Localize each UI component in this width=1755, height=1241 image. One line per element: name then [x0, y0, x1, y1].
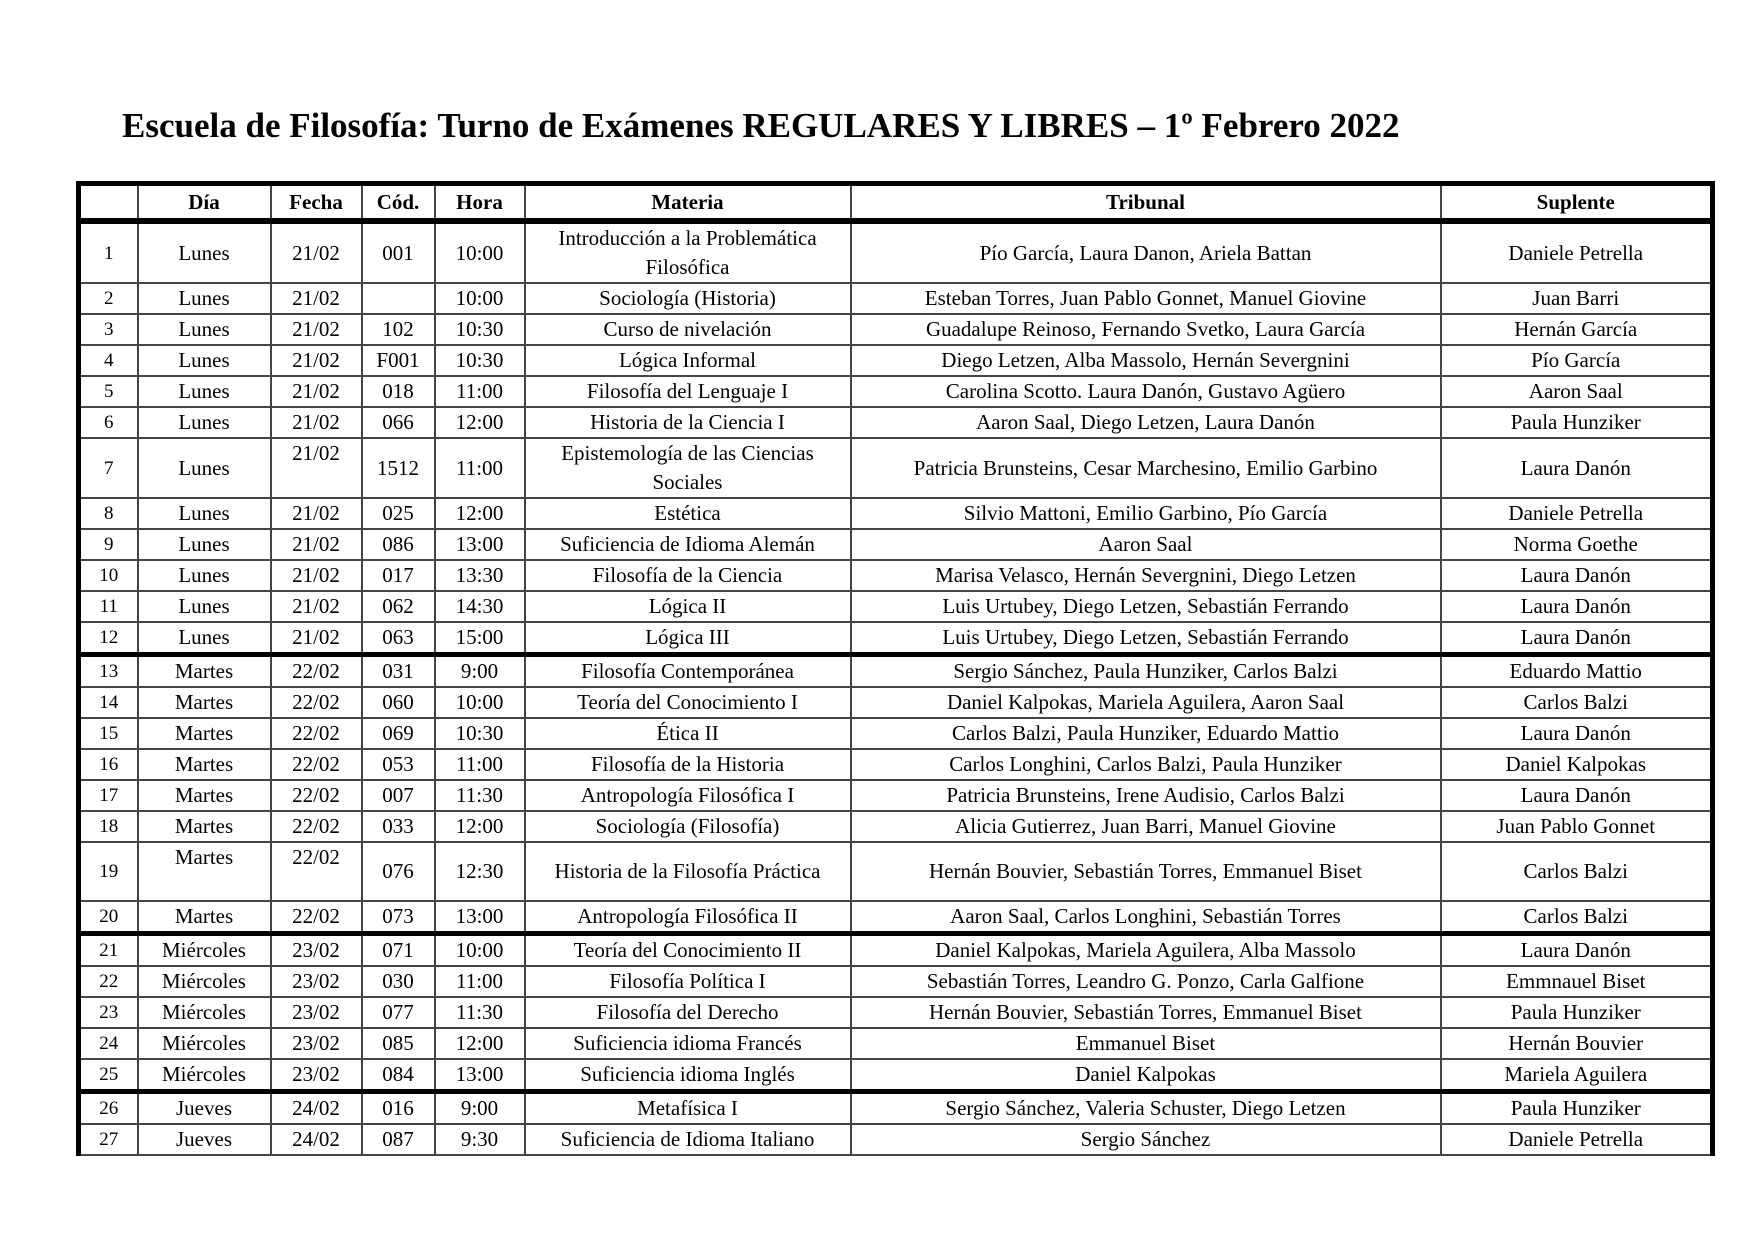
cod-cell: 077 [362, 997, 435, 1028]
tribunal-cell: Patricia Brunsteins, Irene Audisio, Carlos Balzi [851, 780, 1441, 811]
materia-cell: Sociología (Filosofía) [525, 811, 851, 842]
exam-schedule-table [76, 181, 1715, 1156]
materia-cell: Suficiencia de Idioma Alemán [525, 529, 851, 560]
materia-cell: Estética [525, 498, 851, 529]
hora-cell: 10:00 [435, 934, 525, 967]
materia-cell: Filosofía Política I [525, 966, 851, 997]
row-number: 1 [79, 221, 138, 283]
hora-cell: 12:00 [435, 1028, 525, 1059]
fecha-cell: 23/02 [271, 966, 362, 997]
materia-cell: Introducción a la Problemática Filosófica [525, 221, 851, 283]
materia-cell: Filosofía de la Historia [525, 749, 851, 780]
dia-cell: Martes [138, 687, 271, 718]
cod-cell: 071 [362, 934, 435, 967]
suplente-cell: Laura Danón [1441, 934, 1713, 967]
table-row [79, 718, 1713, 749]
suplente-cell: Norma Goethe [1441, 529, 1713, 560]
fecha-cell: 23/02 [271, 1028, 362, 1059]
hora-cell: 11:00 [435, 966, 525, 997]
row-number: 27 [79, 1124, 138, 1155]
table-row [79, 221, 1713, 283]
hora-cell: 13:00 [435, 1059, 525, 1092]
table-row [79, 966, 1713, 997]
tribunal-cell: Carlos Balzi, Paula Hunziker, Eduardo Mattio [851, 718, 1441, 749]
table-row [79, 842, 1713, 901]
table-row [79, 997, 1713, 1028]
col-header-materia: Materia [525, 184, 851, 222]
table-row [79, 687, 1713, 718]
dia-cell: Lunes [138, 529, 271, 560]
suplente-cell: Eduardo Mattio [1441, 655, 1713, 688]
suplente-cell: Laura Danón [1441, 718, 1713, 749]
col-header-hora: Hora [435, 184, 525, 222]
cod-cell: 007 [362, 780, 435, 811]
materia-cell: Filosofía del Lenguaje I [525, 376, 851, 407]
table-row [79, 1124, 1713, 1155]
fecha-cell: 24/02 [271, 1092, 362, 1125]
dia-cell: Lunes [138, 498, 271, 529]
dia-cell: Lunes [138, 345, 271, 376]
row-number: 12 [79, 622, 138, 655]
dia-cell: Martes [138, 811, 271, 842]
fecha-cell: 21/02 [271, 314, 362, 345]
row-number: 6 [79, 407, 138, 438]
hora-cell: 9:00 [435, 655, 525, 688]
suplente-cell: Juan Pablo Gonnet [1441, 811, 1713, 842]
materia-cell: Historia de la Ciencia I [525, 407, 851, 438]
hora-cell: 11:00 [435, 749, 525, 780]
fecha-cell: 22/02 [271, 655, 362, 688]
hora-cell: 13:00 [435, 529, 525, 560]
dia-cell: Martes [138, 749, 271, 780]
tribunal-cell: Sergio Sánchez [851, 1124, 1441, 1155]
table-row [79, 438, 1713, 498]
table-row [79, 376, 1713, 407]
materia-cell: Ética II [525, 718, 851, 749]
materia-cell: Metafísica I [525, 1092, 851, 1125]
dia-cell: Martes [138, 842, 271, 901]
dia-cell: Lunes [138, 591, 271, 622]
hora-cell: 12:00 [435, 811, 525, 842]
hora-cell: 10:00 [435, 221, 525, 283]
materia-cell: Sociología (Historia) [525, 283, 851, 314]
materia-cell: Lógica Informal [525, 345, 851, 376]
suplente-cell: Daniele Petrella [1441, 1124, 1713, 1155]
suplente-cell: Paula Hunziker [1441, 1092, 1713, 1125]
tribunal-cell: Marisa Velasco, Hernán Severgnini, Diego Letzen [851, 560, 1441, 591]
materia-cell: Antropología Filosófica II [525, 901, 851, 934]
suplente-cell: Mariela Aguilera [1441, 1059, 1713, 1092]
tribunal-cell: Pío García, Laura Danon, Ariela Battan [851, 221, 1441, 283]
materia-cell: Suficiencia idioma Inglés [525, 1059, 851, 1092]
cod-cell: 060 [362, 687, 435, 718]
fecha-cell: 23/02 [271, 997, 362, 1028]
tribunal-cell: Patricia Brunsteins, Cesar Marchesino, Emilio Garbino [851, 438, 1441, 498]
dia-cell: Jueves [138, 1124, 271, 1155]
cod-cell: 073 [362, 901, 435, 934]
row-number: 10 [79, 560, 138, 591]
table-row [79, 901, 1713, 934]
cod-cell: 1512 [362, 438, 435, 498]
fecha-cell: 22/02 [271, 749, 362, 780]
dia-cell: Lunes [138, 314, 271, 345]
suplente-cell: Laura Danón [1441, 591, 1713, 622]
col-header-fecha: Fecha [271, 184, 362, 222]
cod-cell [362, 283, 435, 314]
materia-cell: Epistemología de las Ciencias Sociales [525, 438, 851, 498]
row-number: 25 [79, 1059, 138, 1092]
tribunal-cell: Aaron Saal [851, 529, 1441, 560]
fecha-cell: 23/02 [271, 934, 362, 967]
hora-cell: 9:00 [435, 1092, 525, 1125]
col-header-number [79, 184, 138, 222]
table-row [79, 749, 1713, 780]
dia-cell: Martes [138, 718, 271, 749]
row-number: 18 [79, 811, 138, 842]
fecha-cell: 21/02 [271, 376, 362, 407]
tribunal-cell: Guadalupe Reinoso, Fernando Svetko, Laura García [851, 314, 1441, 345]
materia-cell: Filosofía Contemporánea [525, 655, 851, 688]
tribunal-cell: Daniel Kalpokas [851, 1059, 1441, 1092]
cod-cell: 018 [362, 376, 435, 407]
fecha-cell: 22/02 [271, 842, 362, 901]
suplente-cell: Carlos Balzi [1441, 687, 1713, 718]
fecha-cell: 21/02 [271, 498, 362, 529]
cod-cell: 063 [362, 622, 435, 655]
cod-cell: 069 [362, 718, 435, 749]
materia-cell: Lógica III [525, 622, 851, 655]
row-number: 24 [79, 1028, 138, 1059]
suplente-cell: Juan Barri [1441, 283, 1713, 314]
tribunal-cell: Alicia Gutierrez, Juan Barri, Manuel Giovine [851, 811, 1441, 842]
tribunal-cell: Aaron Saal, Carlos Longhini, Sebastián Torres [851, 901, 1441, 934]
row-number: 11 [79, 591, 138, 622]
table-row [79, 283, 1713, 314]
dia-cell: Martes [138, 655, 271, 688]
dia-cell: Martes [138, 780, 271, 811]
suplente-cell: Laura Danón [1441, 438, 1713, 498]
fecha-cell: 21/02 [271, 560, 362, 591]
table-row [79, 811, 1713, 842]
hora-cell: 12:00 [435, 498, 525, 529]
row-number: 13 [79, 655, 138, 688]
fecha-cell: 22/02 [271, 687, 362, 718]
table-row [79, 498, 1713, 529]
materia-cell: Teoría del Conocimiento I [525, 687, 851, 718]
row-number: 22 [79, 966, 138, 997]
table-row [79, 560, 1713, 591]
row-number: 7 [79, 438, 138, 498]
dia-cell: Miércoles [138, 997, 271, 1028]
cod-cell: 085 [362, 1028, 435, 1059]
document-title: Escuela de Filosofía: Turno de Exámenes REGULARES Y LIBRES – 1º Febrero 2022 [122, 106, 1400, 145]
suplente-cell: Pío García [1441, 345, 1713, 376]
tribunal-cell: Esteban Torres, Juan Pablo Gonnet, Manuel Giovine [851, 283, 1441, 314]
cod-cell: 053 [362, 749, 435, 780]
suplente-cell: Daniele Petrella [1441, 221, 1713, 283]
hora-cell: 12:00 [435, 407, 525, 438]
col-header-suplente: Suplente [1441, 184, 1713, 222]
tribunal-cell: Silvio Mattoni, Emilio Garbino, Pío García [851, 498, 1441, 529]
row-number: 19 [79, 842, 138, 901]
suplente-cell: Carlos Balzi [1441, 842, 1713, 901]
dia-cell: Lunes [138, 560, 271, 591]
fecha-cell: 22/02 [271, 901, 362, 934]
fecha-cell: 22/02 [271, 718, 362, 749]
tribunal-cell: Sebastián Torres, Leandro G. Ponzo, Carla Galfione [851, 966, 1441, 997]
row-number: 8 [79, 498, 138, 529]
cod-cell: 016 [362, 1092, 435, 1125]
cod-cell: 033 [362, 811, 435, 842]
tribunal-cell: Sergio Sánchez, Valeria Schuster, Diego Letzen [851, 1092, 1441, 1125]
fecha-cell: 21/02 [271, 221, 362, 283]
fecha-cell: 22/02 [271, 811, 362, 842]
fecha-cell: 24/02 [271, 1124, 362, 1155]
fecha-cell: 21/02 [271, 622, 362, 655]
dia-cell: Miércoles [138, 1028, 271, 1059]
tribunal-cell: Emmanuel Biset [851, 1028, 1441, 1059]
suplente-cell: Laura Danón [1441, 780, 1713, 811]
row-number: 17 [79, 780, 138, 811]
table-row [79, 529, 1713, 560]
tribunal-cell: Carolina Scotto. Laura Danón, Gustavo Agüero [851, 376, 1441, 407]
dia-cell: Lunes [138, 376, 271, 407]
tribunal-cell: Aaron Saal, Diego Letzen, Laura Danón [851, 407, 1441, 438]
col-header-dia: Día [138, 184, 271, 222]
dia-cell: Jueves [138, 1092, 271, 1125]
table-row [79, 1092, 1713, 1125]
dia-cell: Miércoles [138, 966, 271, 997]
table-row [79, 1028, 1713, 1059]
hora-cell: 10:30 [435, 345, 525, 376]
cod-cell: 086 [362, 529, 435, 560]
dia-cell: Lunes [138, 283, 271, 314]
cod-cell: 017 [362, 560, 435, 591]
dia-cell: Miércoles [138, 1059, 271, 1092]
hora-cell: 10:30 [435, 718, 525, 749]
row-number: 15 [79, 718, 138, 749]
dia-cell: Lunes [138, 438, 271, 498]
row-number: 3 [79, 314, 138, 345]
tribunal-cell: Daniel Kalpokas, Mariela Aguilera, Alba Massolo [851, 934, 1441, 967]
row-number: 23 [79, 997, 138, 1028]
suplente-cell: Hernán Bouvier [1441, 1028, 1713, 1059]
dia-cell: Lunes [138, 221, 271, 283]
table-row [79, 655, 1713, 688]
table-row [79, 345, 1713, 376]
cod-cell: 087 [362, 1124, 435, 1155]
dia-cell: Miércoles [138, 934, 271, 967]
row-number: 2 [79, 283, 138, 314]
table-row [79, 1059, 1713, 1092]
suplente-cell: Daniel Kalpokas [1441, 749, 1713, 780]
col-header-tribunal: Tribunal [851, 184, 1441, 222]
row-number: 4 [79, 345, 138, 376]
tribunal-cell: Luis Urtubey, Diego Letzen, Sebastián Ferrando [851, 591, 1441, 622]
cod-cell: 030 [362, 966, 435, 997]
hora-cell: 11:30 [435, 997, 525, 1028]
fecha-cell: 21/02 [271, 345, 362, 376]
fecha-cell: 21/02 [271, 591, 362, 622]
hora-cell: 11:00 [435, 438, 525, 498]
suplente-cell: Laura Danón [1441, 622, 1713, 655]
row-number: 14 [79, 687, 138, 718]
tribunal-cell: Carlos Longhini, Carlos Balzi, Paula Hunziker [851, 749, 1441, 780]
hora-cell: 12:30 [435, 842, 525, 901]
cod-cell: 084 [362, 1059, 435, 1092]
table-row [79, 407, 1713, 438]
materia-cell: Filosofía del Derecho [525, 997, 851, 1028]
header-row [79, 184, 1713, 222]
materia-cell: Lógica II [525, 591, 851, 622]
row-number: 9 [79, 529, 138, 560]
hora-cell: 14:30 [435, 591, 525, 622]
cod-cell: F001 [362, 345, 435, 376]
cod-cell: 066 [362, 407, 435, 438]
fecha-cell: 21/02 [271, 283, 362, 314]
fecha-cell: 21/02 [271, 438, 362, 498]
hora-cell: 10:00 [435, 687, 525, 718]
tribunal-cell: Hernán Bouvier, Sebastián Torres, Emmanuel Biset [851, 842, 1441, 901]
hora-cell: 15:00 [435, 622, 525, 655]
row-number: 20 [79, 901, 138, 934]
hora-cell: 13:00 [435, 901, 525, 934]
row-number: 16 [79, 749, 138, 780]
fecha-cell: 23/02 [271, 1059, 362, 1092]
suplente-cell: Paula Hunziker [1441, 997, 1713, 1028]
dia-cell: Lunes [138, 622, 271, 655]
materia-cell: Antropología Filosófica I [525, 780, 851, 811]
row-number: 21 [79, 934, 138, 967]
materia-cell: Suficiencia de Idioma Italiano [525, 1124, 851, 1155]
materia-cell: Filosofía de la Ciencia [525, 560, 851, 591]
suplente-cell: Paula Hunziker [1441, 407, 1713, 438]
fecha-cell: 21/02 [271, 529, 362, 560]
hora-cell: 11:00 [435, 376, 525, 407]
hora-cell: 11:30 [435, 780, 525, 811]
dia-cell: Lunes [138, 407, 271, 438]
cod-cell: 025 [362, 498, 435, 529]
suplente-cell: Daniele Petrella [1441, 498, 1713, 529]
materia-cell: Curso de nivelación [525, 314, 851, 345]
suplente-cell: Aaron Saal [1441, 376, 1713, 407]
tribunal-cell: Sergio Sánchez, Paula Hunziker, Carlos Balzi [851, 655, 1441, 688]
table-row [79, 780, 1713, 811]
tribunal-cell: Daniel Kalpokas, Mariela Aguilera, Aaron Saal [851, 687, 1441, 718]
cod-cell: 062 [362, 591, 435, 622]
fecha-cell: 21/02 [271, 407, 362, 438]
table-row [79, 314, 1713, 345]
suplente-cell: Carlos Balzi [1441, 901, 1713, 934]
hora-cell: 10:30 [435, 314, 525, 345]
row-number: 5 [79, 376, 138, 407]
fecha-cell: 22/02 [271, 780, 362, 811]
cod-cell: 031 [362, 655, 435, 688]
cod-cell: 076 [362, 842, 435, 901]
tribunal-cell: Luis Urtubey, Diego Letzen, Sebastián Ferrando [851, 622, 1441, 655]
tribunal-cell: Hernán Bouvier, Sebastián Torres, Emmanuel Biset [851, 997, 1441, 1028]
suplente-cell: Laura Danón [1441, 560, 1713, 591]
cod-cell: 001 [362, 221, 435, 283]
suplente-cell: Hernán García [1441, 314, 1713, 345]
hora-cell: 10:00 [435, 283, 525, 314]
col-header-cod: Cód. [362, 184, 435, 222]
hora-cell: 9:30 [435, 1124, 525, 1155]
dia-cell: Martes [138, 901, 271, 934]
tribunal-cell: Diego Letzen, Alba Massolo, Hernán Severgnini [851, 345, 1441, 376]
materia-cell: Historia de la Filosofía Práctica [525, 842, 851, 901]
cod-cell: 102 [362, 314, 435, 345]
suplente-cell: Emmnauel Biset [1441, 966, 1713, 997]
table-row [79, 934, 1713, 967]
hora-cell: 13:30 [435, 560, 525, 591]
table-row [79, 591, 1713, 622]
materia-cell: Teoría del Conocimiento II [525, 934, 851, 967]
table-row [79, 622, 1713, 655]
materia-cell: Suficiencia idioma Francés [525, 1028, 851, 1059]
row-number: 26 [79, 1092, 138, 1125]
